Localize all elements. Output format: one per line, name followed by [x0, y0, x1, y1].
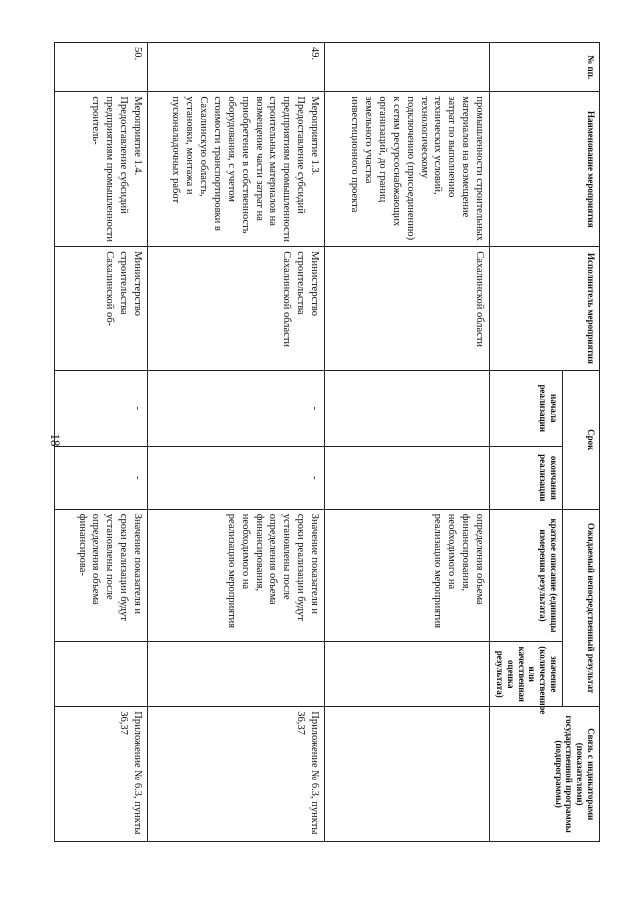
cell-num: 50.: [55, 43, 148, 92]
page-number: 18: [48, 433, 63, 447]
table-row: [55, 43, 148, 842]
table-row: [148, 43, 325, 842]
header-result: Ожидаемый непосредственный результат: [563, 509, 600, 706]
cell-result-desc: Значение показателя и сроки реализации будут установлены после определения объема финансирова-: [55, 509, 148, 641]
cell-end: [325, 446, 490, 509]
cell-num: 49.: [148, 43, 325, 92]
header-num: № пп.: [490, 43, 600, 92]
cell-executor: Министерство строительства Сахалинской об-: [55, 247, 148, 370]
cell-executor: Сахалинской области: [325, 247, 490, 370]
cell-end: -: [55, 446, 148, 509]
cell-start: -: [55, 370, 148, 446]
cell-link: Приложение № 6.3, пункты 36,37: [55, 707, 148, 842]
cell-result-value: [325, 642, 490, 707]
header-term: Срок: [563, 370, 600, 509]
measures-table: [54, 42, 600, 842]
cell-result-desc: Значение показателя и сроки реализации будут установлены после определения объема финансирования, необходимого на реализацию мероприятия: [148, 509, 325, 641]
header-result-desc: краткое описание (единицы измерения результата): [490, 509, 563, 641]
cell-name: промышленности строительных материалов на возмещение затрат по выполнению технических условий, технологическому подключению (присоединению) к сетям ресурсоснабжающих организаций, до границ земельного участка инвестиционного проекта: [325, 92, 490, 247]
rotated-table-container: [55, 42, 600, 842]
header-executor: Исполнитель мероприятия: [490, 247, 600, 370]
header-term-end: окончания реализации: [490, 446, 563, 509]
cell-end: -: [148, 446, 325, 509]
cell-result-desc: определения объема финансирования, необходимого на реализацию мероприятия: [325, 509, 490, 641]
cell-link: Приложение № 6.3, пункты 36,37: [148, 707, 325, 842]
cell-executor: Министерство строительства Сахалинской области: [148, 247, 325, 370]
cell-start: [325, 370, 490, 446]
cell-result-value: [55, 642, 148, 707]
header-term-start: начала реализации: [490, 370, 563, 446]
table-header-row: [563, 43, 600, 842]
cell-link: [325, 707, 490, 842]
cell-num: [325, 43, 490, 92]
header-name: Наименование мероприятия: [490, 92, 600, 247]
cell-result-value: [148, 642, 325, 707]
header-result-value: значение (количественное или качественная оценка результата): [490, 642, 563, 707]
cell-name: Мероприятие 1.3. Предоставление субсидий предприятиям промышленности строительных материалов на возмещение части затрат на приобретение в собственность оборудования, с учетом стоимости транспортировки в Сахалинскую область, установки, монтажа и пусконаладочных работ: [148, 92, 325, 247]
cell-start: -: [148, 370, 325, 446]
header-link: Связь с индикаторами (показателями) государственной программы (подпрограммы): [490, 707, 600, 842]
table-row: [325, 43, 490, 842]
cell-name: Мероприятие 1.4. Предоставление субсидий предприятиям промышленности строитель-: [55, 92, 148, 247]
